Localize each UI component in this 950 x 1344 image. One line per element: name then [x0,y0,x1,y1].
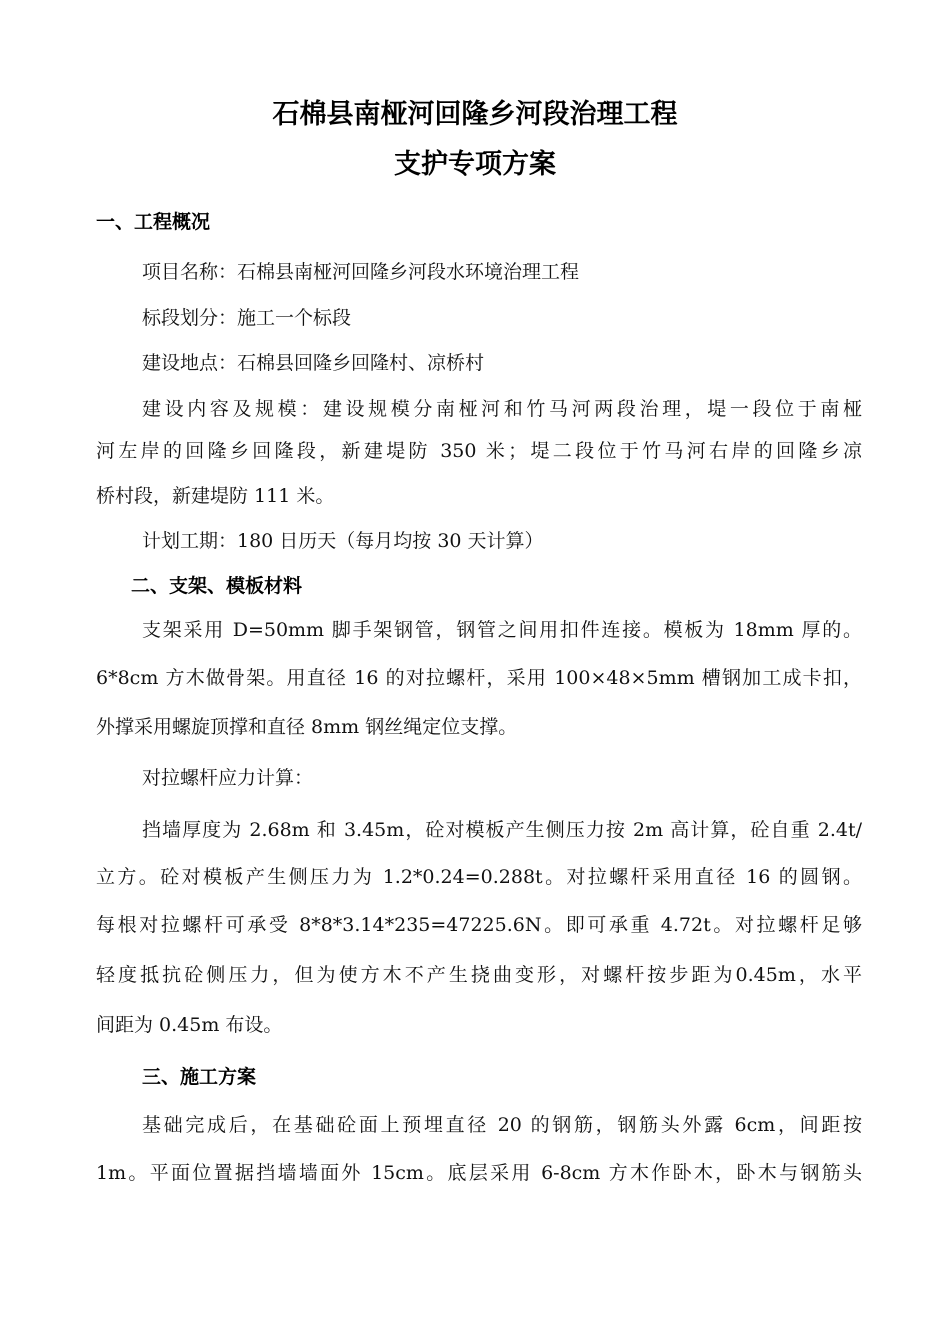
calc-paragraph-line: 轻度抵抗砼侧压力，但为使方木不产生挠曲变形，对螺杆按步距为0.45m，水平 [96,964,862,986]
material-paragraph-line: 支架采用 D=50mm 脚手架钢管，钢管之间用扣件连接。模板为 18mm 厚的。 [142,619,862,641]
section-division-line: 标段划分：施工一个标段 [142,307,352,329]
section-heading-materials: 二、支架、模板材料 [131,575,303,597]
content-paragraph-line: 桥村段，新建堤防 111 米。 [96,485,335,507]
location-line: 建设地点：石棉县回隆乡回隆村、凉桥村 [142,352,485,374]
schedule-line: 计划工期：180 日历天（每月均按 30 天计算） [142,530,544,552]
material-paragraph-line: 外撑采用螺旋顶撑和直径 8mm 钢丝绳定位支撑。 [96,716,518,738]
calc-paragraph-line: 每根对拉螺杆可承受 8*8*3.14*235=47225.6N。即可承重 4.72t。对拉螺杆足够 [96,914,862,936]
calc-title-line: 对拉螺杆应力计算： [142,767,314,789]
calc-paragraph-line: 立方。砼对模板产生侧压力为 1.2*0.24=0.288t。对拉螺杆采用直径 16 的圆钢。 [96,866,862,888]
section-heading-plan: 三、施工方案 [142,1066,257,1088]
plan-paragraph-line: 1m。平面位置据挡墙墙面外 15cm。底层采用 6-8cm 方木作卧木，卧木与钢筋头 [96,1162,862,1184]
calc-paragraph-line: 挡墙厚度为 2.68m 和 3.45m，砼对模板产生侧压力按 2m 高计算，砼自重 2.4t/ [142,819,862,841]
document-subtitle: 支护专项方案 [394,149,556,180]
content-paragraph-line: 河左岸的回隆乡回隆段，新建堤防 350 米；堤二段位于竹马河右岸的回隆乡凉 [96,440,862,462]
calc-paragraph-line: 间距为 0.45m 布设。 [96,1014,283,1036]
project-name-line: 项目名称：石棉县南桠河回隆乡河段水环境治理工程 [142,261,580,283]
content-paragraph-line: 建设内容及规模：建设规模分南桠河和竹马河两段治理，堤一段位于南桠 [142,398,862,420]
material-paragraph-line: 6*8cm 方木做骨架。用直径 16 的对拉螺杆，采用 100×48×5mm 槽钢加工成卡扣， [96,667,862,689]
section-heading-overview: 一、工程概况 [96,211,211,233]
document-title: 石棉县南桠河回隆乡河段治理工程 [272,99,678,130]
plan-paragraph-line: 基础完成后，在基础砼面上预埋直径 20 的钢筋，钢筋头外露 6cm，间距按 [142,1114,862,1136]
